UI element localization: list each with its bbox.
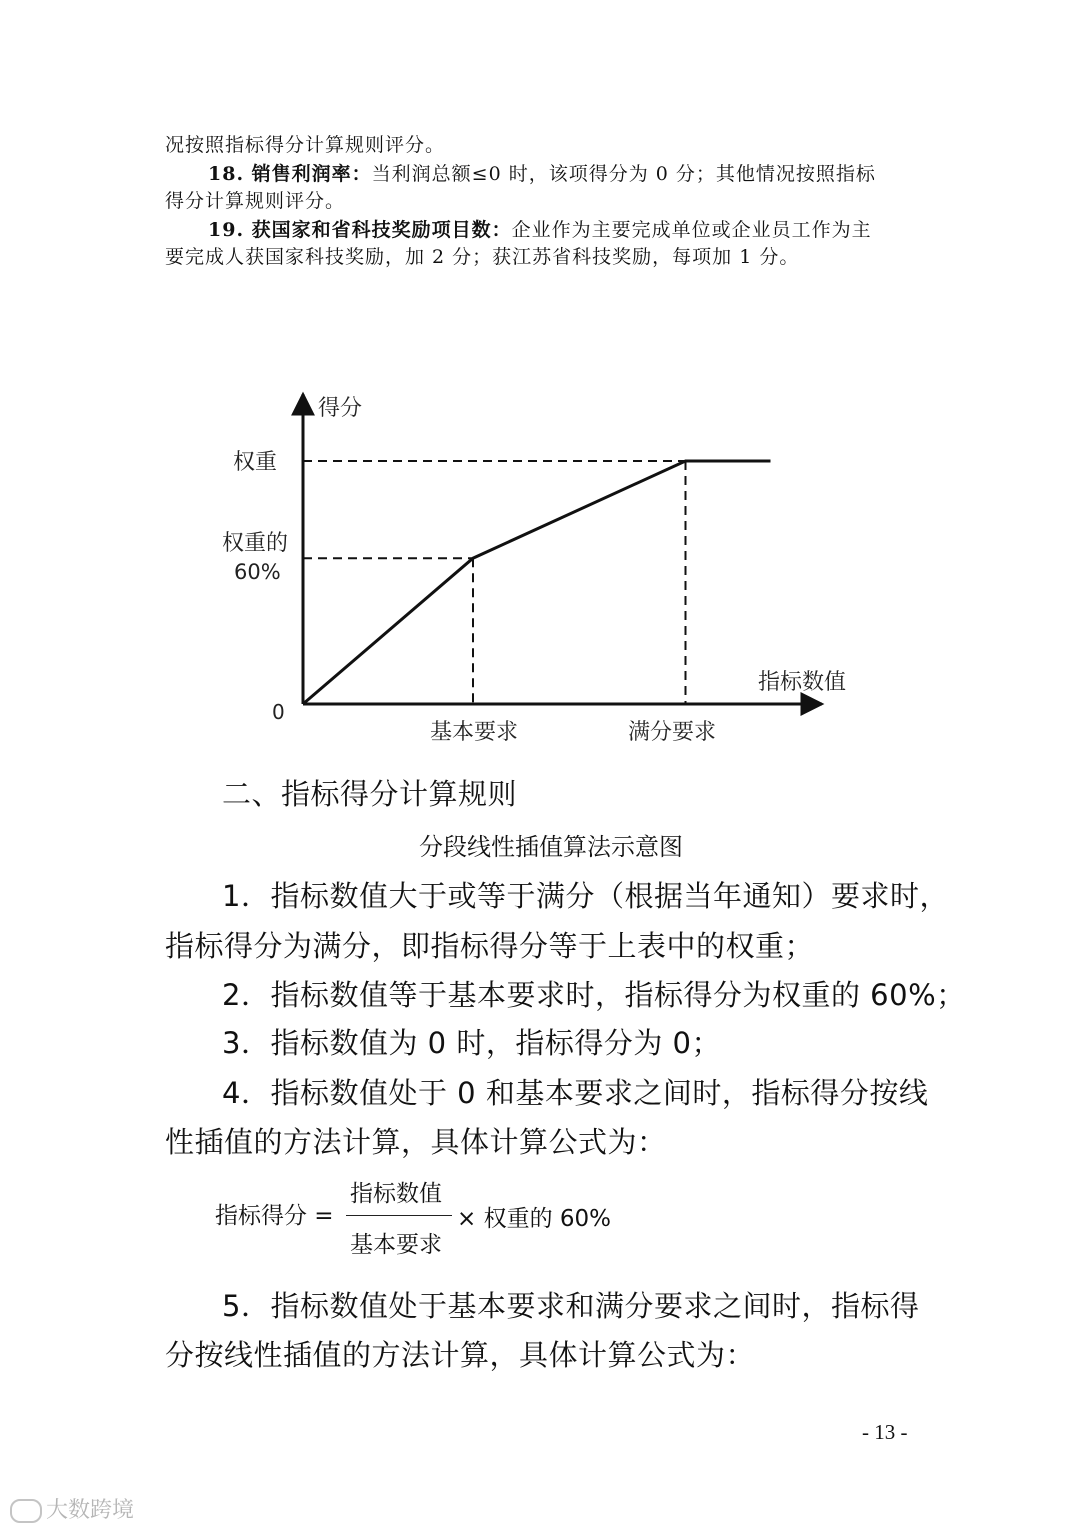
item-19-text-a: 企业作为主要完成单位或企业员工作为主 [511,219,872,241]
watermark-text: 大数跨境 [46,1498,135,1523]
rule-5-line-2: 分按线性插值的方法计算，具体计算公式为： [165,1338,756,1372]
formula-rhs: × 权重的 60% [457,1206,612,1232]
x-axis-label: 指标数值 [758,670,847,695]
rule-4-line-1: 4．指标数值处于 0 和基本要求之间时，指标得分按线 [222,1076,929,1110]
rule-5-line-1: 5．指标数值处于基本要求和满分要求之间时，指标得 [222,1289,920,1323]
item-19-line-1 [208,216,872,244]
origin-label: 0 [272,700,285,724]
y-tick-weight: 权重 [233,450,278,475]
section-heading: 二、指标得分计算规则 [222,777,518,811]
item-19-label: 19. 获国家和省科技奖励项目数： [208,219,512,241]
item-18-line-1 [208,160,876,188]
watermark-logo-icon [10,1499,42,1523]
y-tick-weight-of: 权重的 [222,531,289,556]
fraction-bar [346,1215,452,1216]
formula-numerator: 指标数值 [350,1181,442,1207]
continuation-line: 况按照指标得分计算规则评分。 [165,134,446,156]
formula-lhs: 指标得分 = [215,1203,334,1229]
x-tick-full: 满分要求 [628,720,717,745]
rule-2: 2．指标数值等于基本要求时，指标得分为权重的 60%； [222,978,966,1012]
item-19-line-2: 要完成人获国家科技奖励，加 2 分；获江苏省科技奖励，每项加 1 分。 [165,246,800,268]
item-18-line-2: 得分计算规则评分。 [165,190,346,212]
x-tick-basic: 基本要求 [430,720,519,745]
y-axis-label: 得分 [318,396,363,421]
item-18-text-a: 当利润总额≤0 时，该项得分为 0 分；其他情况按照指标 [371,163,876,185]
rule-1-line-1: 1．指标数值大于或等于满分（根据当年通知）要求时， [222,879,949,913]
score-line [303,461,771,704]
watermark [10,1493,134,1524]
item-18-label: 18. 销售利润率： [208,163,372,185]
formula-denominator: 基本要求 [350,1232,442,1258]
rule-4-line-2: 性插值的方法计算，具体计算公式为： [165,1125,667,1159]
piecewise-linear-chart [0,380,1080,760]
chart-caption: 分段线性插值算法示意图 [419,833,683,861]
y-tick-60pct: 60% [234,560,281,584]
page-number: - 13 - [862,1420,908,1444]
rule-3: 3．指标数值为 0 时，指标得分为 0； [222,1026,722,1060]
rule-1-line-2: 指标得分为满分，即指标得分等于上表中的权重； [165,929,815,963]
